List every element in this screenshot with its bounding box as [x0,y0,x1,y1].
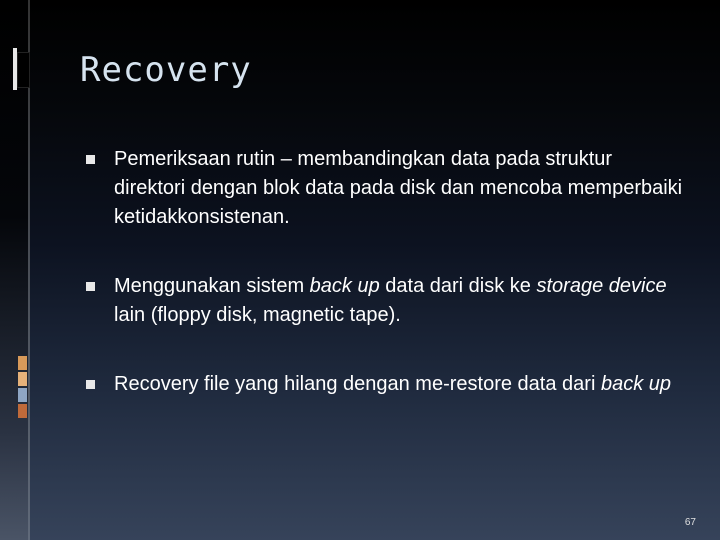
bullet-item [86,145,686,232]
accent-square [18,356,27,370]
bullet-text: Pemeriksaan rutin – membandingkan data pada struktur direktori dengan blok data pada disk dan mencoba memperbaiki ketidakkonsistenan. [114,148,683,228]
square-bullet-icon [86,155,95,164]
accent-square [18,404,27,418]
bullet-item [86,370,686,399]
square-bullet-icon [86,282,95,291]
bullet-text: Menggunakan sistem [114,275,310,297]
bullet-text-italic: storage device [536,275,667,297]
bullet-text: Recovery file yang hilang dengan me-restore data dari [114,373,601,395]
page-number: 67 [684,517,696,528]
accent-square [18,372,27,386]
bullet-text: data dari disk ke [379,275,537,297]
title-accent-stripe [13,48,17,90]
bullet-text: lain (floppy disk, magnetic tape). [114,304,401,326]
bullet-text-italic: back up [600,373,672,395]
bullet-text-italic: back up [309,275,380,297]
slide-title: Recovery [80,50,252,90]
bullet-item [86,272,686,330]
bullet-list [86,145,686,399]
accent-square [18,388,27,402]
title-accent-block [17,52,30,88]
square-bullet-icon [86,380,95,389]
